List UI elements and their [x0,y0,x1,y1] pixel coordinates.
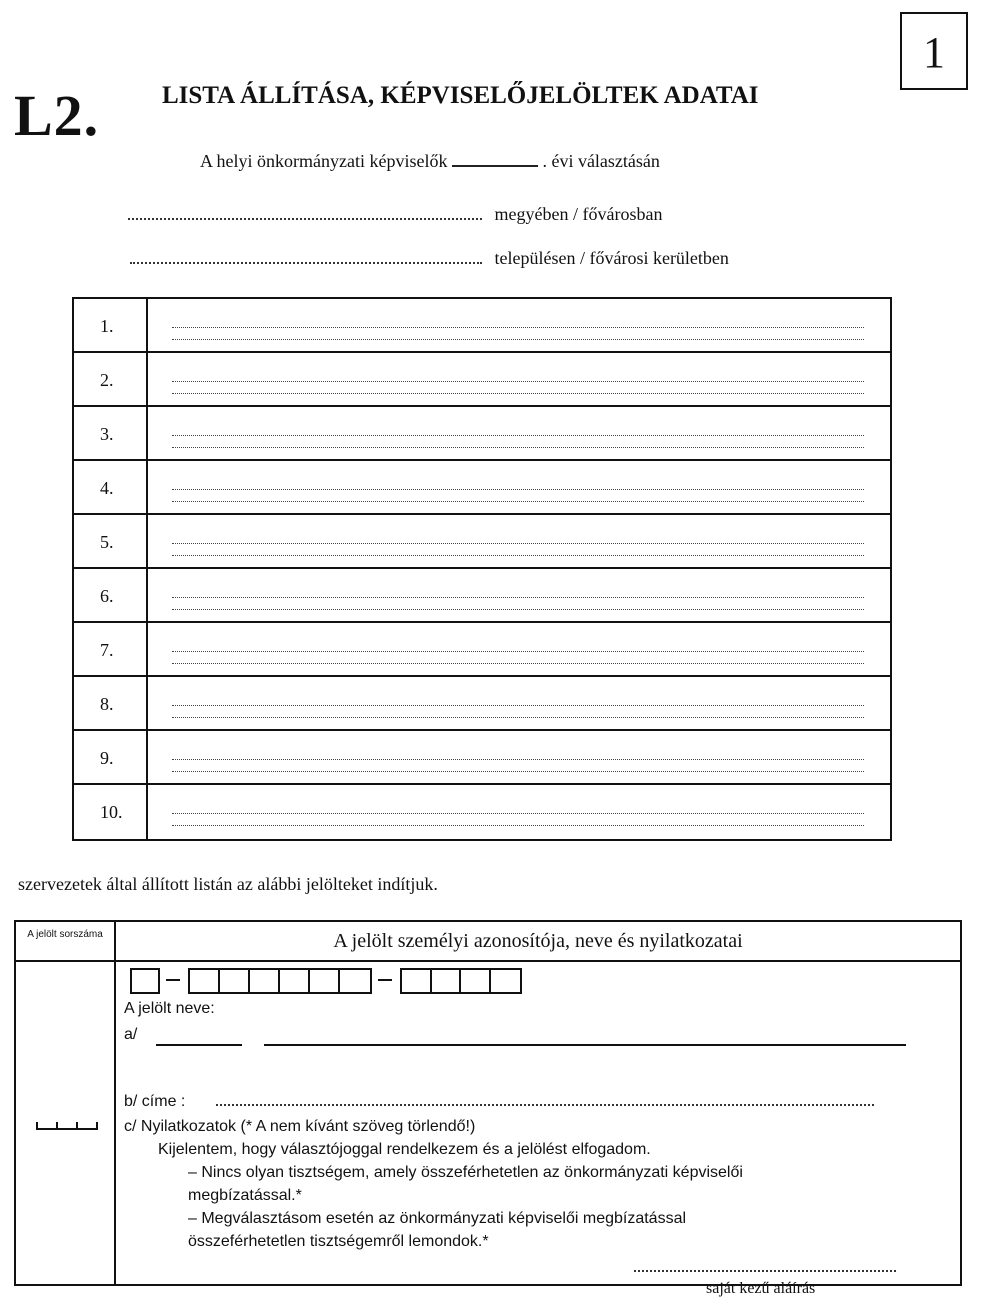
county-label: megyében / fővárosban [494,204,663,224]
list-row-number: 10. [74,785,148,839]
id-separator [166,979,180,981]
organization-name-field[interactable] [148,677,890,729]
list-row-number: 4. [74,461,148,513]
list-row-number: 3. [74,407,148,459]
list-row [74,731,890,785]
personal-id-part3[interactable] [400,968,522,994]
list-row-number: 6. [74,569,148,621]
settlement-field[interactable] [130,262,482,264]
organization-list-table [72,297,892,841]
organization-name-field[interactable] [148,461,890,513]
id-separator [378,979,392,981]
address-field[interactable] [216,1104,874,1106]
organization-name-field[interactable] [148,785,890,839]
organization-name-field[interactable] [148,623,890,675]
declaration-option-2-cont: összeférhetetlen tisztségemről lemondok.* [188,1233,489,1250]
list-row [74,569,890,623]
settlement-label: településen / fővárosi kerületben [494,248,729,268]
candidate-body [116,962,960,1297]
list-row [74,677,890,731]
organization-name-field[interactable] [148,299,890,351]
name-a-label: a/ [124,1026,138,1043]
election-year-field[interactable] [452,155,538,167]
list-row-number: 2. [74,353,148,405]
candidate-name-field[interactable] [264,1038,906,1046]
organization-name-field[interactable] [148,731,890,783]
personal-id-part1[interactable] [130,968,160,994]
personal-id-part2[interactable] [188,968,372,994]
candidate-number-column [16,922,116,1284]
declarations-label: c/ Nyilatkozatok (* A nem kívánt szöveg törlendő!) [124,1118,476,1135]
list-row [74,515,890,569]
settlement-row [130,248,729,269]
candidate-number-field[interactable] [36,1120,98,1130]
organization-name-field[interactable] [148,407,890,459]
list-row [74,353,890,407]
address-label: b/ címe : [124,1093,186,1110]
page-number-box: 1 [900,12,968,90]
list-row-number: 7. [74,623,148,675]
declaration-option-1: – Nincs olyan tisztségem, amely összeférhetetlen az önkormányzati képviselői [188,1164,743,1181]
candidate-name-label: A jelölt neve: [124,1000,215,1017]
list-row-number: 9. [74,731,148,783]
county-row [128,204,662,225]
name-title-field[interactable] [156,1038,242,1046]
list-row-number: 8. [74,677,148,729]
organization-name-field[interactable] [148,353,890,405]
list-note: szervezetek által állított listán az alábbi jelölteket indítjuk. [18,874,438,894]
candidate-number-header: A jelölt sorszáma [16,922,114,962]
list-row-number: 1. [74,299,148,351]
declaration-option-2: – Megválasztásom esetén az önkormányzati képviselői megbízatással [188,1210,687,1227]
organization-name-field[interactable] [148,569,890,621]
election-year-suffix: . évi választásán [542,151,660,171]
list-row-number: 5. [74,515,148,567]
form-code: L2. [14,83,100,148]
declaration-statement: Kijelentem, hogy választójoggal rendelkezem és a jelölést elfogadom. [158,1141,651,1158]
list-row [74,299,890,353]
signature-field[interactable] [634,1270,896,1272]
candidate-table [14,920,962,1297]
list-row [74,785,890,839]
election-year-prefix: A helyi önkormányzati képviselők [200,151,448,171]
election-year-line [200,151,660,172]
signature-label: saját kezű aláírás [706,1280,816,1297]
form-title: LISTA ÁLLÍTÁSA, KÉPVISELŐJELÖLTEK ADATAI [162,82,759,109]
organization-name-field[interactable] [148,515,890,567]
list-row [74,407,890,461]
candidate-main-header: A jelölt személyi azonosítója, neve és nyilatkozatai [116,922,960,962]
list-row [74,623,890,677]
declaration-option-1-cont: megbízatással.* [188,1187,302,1204]
list-row [74,461,890,515]
county-field[interactable] [128,218,482,220]
